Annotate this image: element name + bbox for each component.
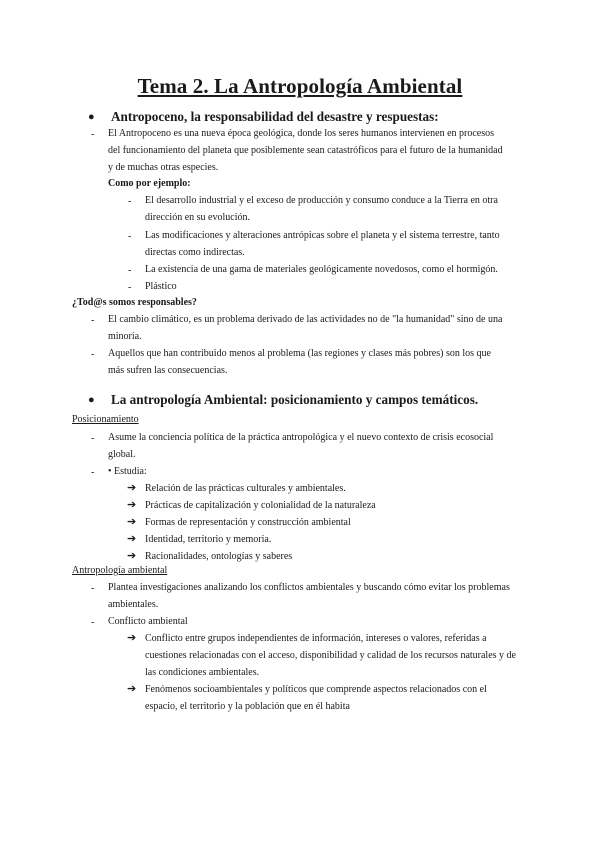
list-item: El cambio climático, es un problema derivado de las actividades no de "la humanidad" sino de una <box>108 314 503 325</box>
list-item: • Estudia: <box>108 466 147 477</box>
subheading-antropologia-ambiental: Antropología ambiental <box>72 565 168 576</box>
list-item: ambientales. <box>108 599 159 610</box>
list-item: global. <box>108 449 136 460</box>
arrow-icon: ➔ <box>127 499 137 511</box>
list-item: dirección en su evolución. <box>145 212 250 223</box>
list-dash: - <box>91 129 95 140</box>
list-dash: - <box>91 433 95 444</box>
study-item: Relación de las prácticas culturales y ambientales. <box>145 483 346 494</box>
conflict-item: espacio, el territorio y la población que en él habita <box>145 701 350 712</box>
question-heading: ¿Tod@s somos responsables? <box>72 297 197 308</box>
conflict-item: Conflicto entre grupos independientes de información, intereses o valores, referidas a <box>145 633 487 644</box>
list-item: Aquellos que han contribuido menos al problema (las regiones y clases más pobres) son los que <box>108 348 491 359</box>
list-dash: - <box>128 196 132 207</box>
study-item: Formas de representación y construcción ambiental <box>145 517 351 528</box>
list-dash: - <box>91 315 95 326</box>
arrow-icon: ➔ <box>127 683 137 695</box>
list-dash: - <box>91 583 95 594</box>
list-item: Asume la conciencia política de la práctica antropológica y el nuevo contexto de crisis ecosocial <box>108 432 494 443</box>
study-item: Prácticas de capitalización y colonialidad de la naturaleza <box>145 500 376 511</box>
page-title: Tema 2. La Antropología Ambiental <box>137 74 463 98</box>
arrow-icon: ➔ <box>127 482 137 494</box>
list-dash: - <box>128 282 132 293</box>
paragraph-line: El Antropoceno es una nueva época geológica, donde los seres humanos intervienen en procesos <box>108 128 494 139</box>
list-item: minoría. <box>108 331 142 342</box>
conflict-item: las condiciones ambientales. <box>145 667 260 678</box>
arrow-icon: ➔ <box>127 533 137 545</box>
section-bullet: ● <box>88 394 95 406</box>
list-item: Plantea investigaciones analizando los conflictos ambientales y buscando cómo evitar los problemas <box>108 582 510 593</box>
section-heading-antropologia: La antropología Ambiental: posicionamiento y campos temáticos. <box>111 392 479 407</box>
conflict-item: Fenómenos socioambientales y políticos que comprende aspectos relacionados con el <box>145 684 487 695</box>
list-dash: - <box>91 467 95 478</box>
list-item: Conflicto ambiental <box>108 616 188 627</box>
arrow-icon: ➔ <box>127 516 137 528</box>
list-dash: - <box>128 265 132 276</box>
list-item: Plástico <box>145 281 177 292</box>
section-heading-antropoceno: Antropoceno, la responsabilidad del desastre y respuestas: <box>111 109 439 124</box>
study-item: Racionalidades, ontologías y saberes <box>145 551 293 562</box>
list-dash: - <box>128 231 132 242</box>
example-label: Como por ejemplo: <box>108 178 191 189</box>
list-dash: - <box>91 617 95 628</box>
list-item: más sufren las consecuencias. <box>108 365 228 376</box>
study-item: Identidad, territorio y memoria. <box>145 534 272 545</box>
section-bullet: ● <box>88 111 95 123</box>
arrow-icon: ➔ <box>127 550 137 562</box>
subheading-posicionamiento: Posicionamiento <box>72 414 139 425</box>
arrow-icon: ➔ <box>127 632 137 644</box>
paragraph-line: del funcionamiento del planeta que posiblemente sean catastróficos para el futuro de la humanidad <box>108 145 503 156</box>
list-dash: - <box>91 349 95 360</box>
list-item: directas como indirectas. <box>145 247 245 258</box>
list-item: Las modificaciones y alteraciones antrópicas sobre el planeta y el sistema terrestre, tanto <box>145 230 500 241</box>
paragraph-line: y de muchas otras especies. <box>108 162 219 173</box>
list-item: El desarrollo industrial y el exceso de producción y consumo conduce a la Tierra en otra <box>145 195 498 206</box>
list-item: La existencia de una gama de materiales geológicamente novedosos, como el hormigón. <box>145 264 498 275</box>
conflict-item: cuestiones relacionadas con el acceso, disponibilidad y calidad de los recursos naturales y de <box>145 650 516 661</box>
